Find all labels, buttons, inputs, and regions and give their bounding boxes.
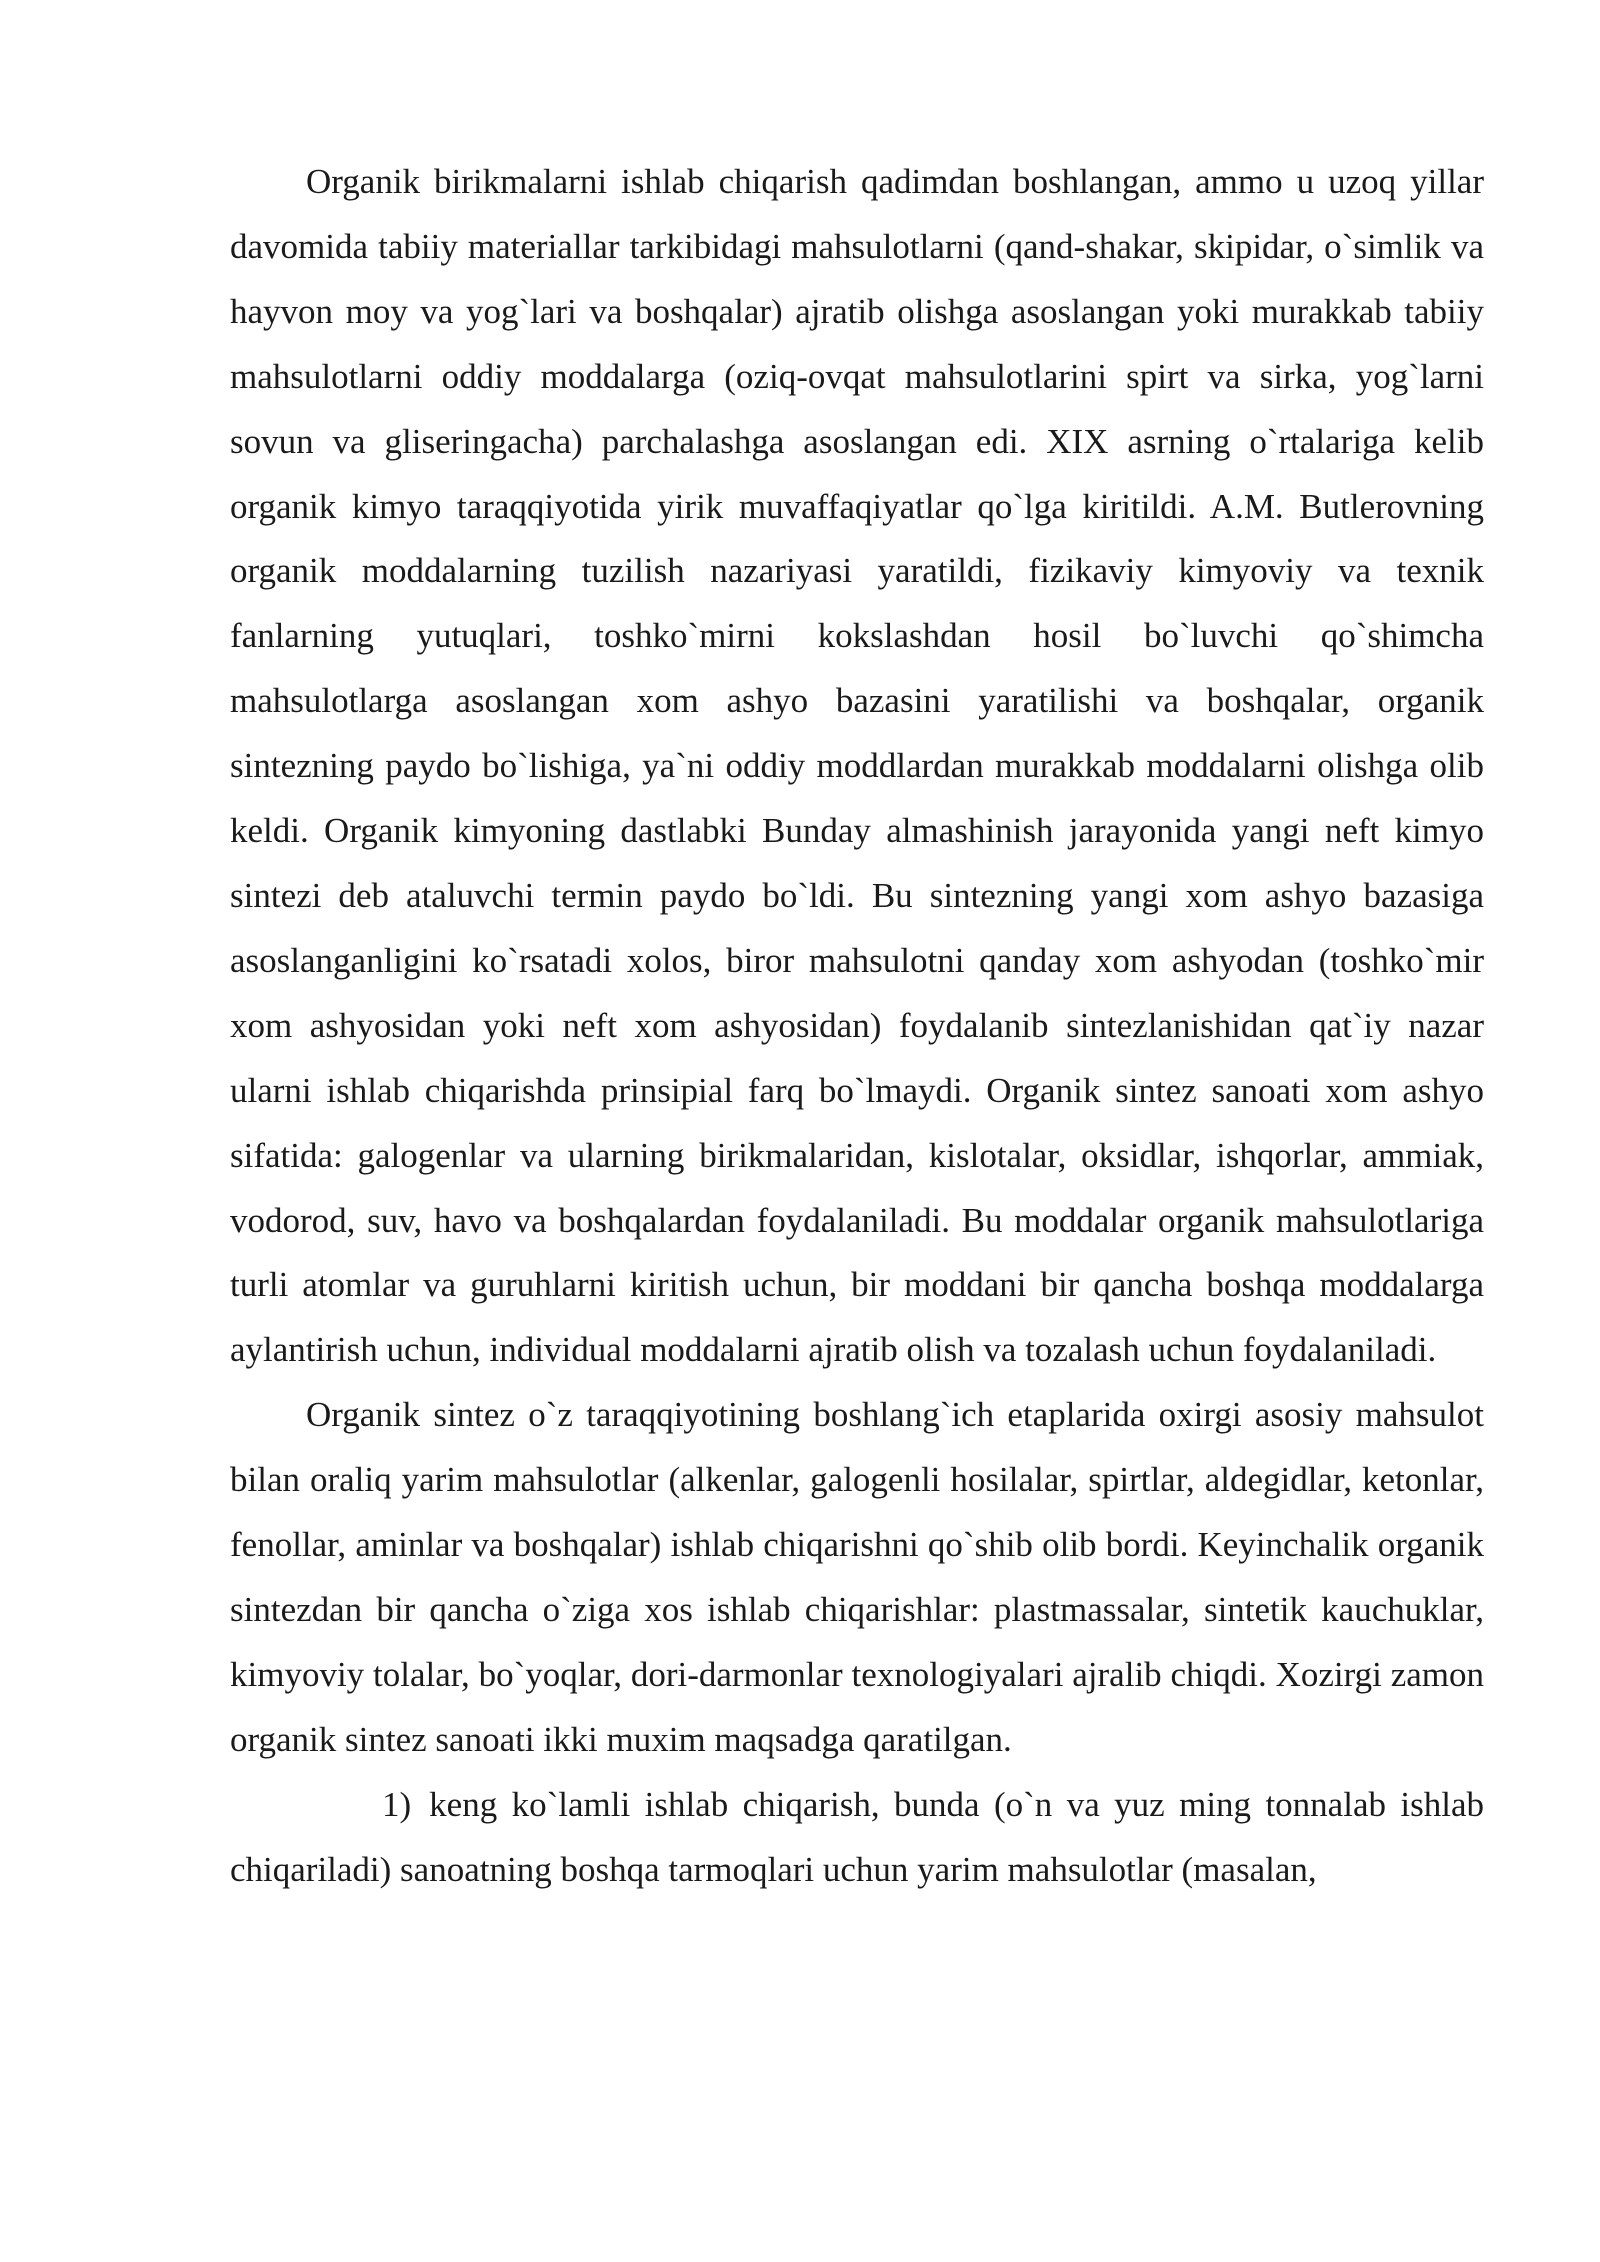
list-item-text: keng ko`lamli ishlab chiqarish, bunda (o`n va yuz ming tonnalab ishlab chiqariladi) sanoatning boshqa tarmoqlari uchun yarim mahsulotlar (masalan, (230, 1784, 1484, 1889)
paragraph: Organik birikmalarni ishlab chiqarish qadimdan boshlangan, ammo u uzoq yillar davomida tabiiy materiallar tarkibidagi mahsulotlarni (qand-shakar, skipidar, o`simlik va hayvon moy va yog`lari va boshqalar) ajratib olishga asoslangan yoki murakkab tabiiy mahsulotlarni oddiy moddalarga (oziq-ovqat mahsulotlarini spirt va sirka, yog`larni sovun va gliseringacha) parchalashga asoslangan edi. XIX asrning o`rtalariga kelib organik kimyo taraqqiyotida yirik muvaffaqiyatlar qo`lga kiritildi. A.M. Butlerovning organik moddalarning tuzilish nazariyasi yaratildi, fizikaviy kimyoviy va texnik fanlarning yutuqlari, toshko`mirni kokslashdan hosil bo`luvchi qo`shimcha mahsulotlarga asoslangan xom ashyo bazasini yaratilishi va boshqalar, organik sintezning paydo bo`lishiga, ya`ni oddiy moddlardan murakkab moddalarni olishga olib keldi. Organik kimyoning dastlabki Bunday almashinish jarayonida yangi neft kimyo sintezi deb ataluvchi termin paydo bo`ldi. Bu sintezning yangi xom ashyo bazasiga asoslanganligini ko`rsatadi xolos, biror mahsulotni qanday xom ashyodan (toshko`mir xom ashyosidan yoki neft xom ashyosidan) foydalanib sintezlanishidan qat`iy nazar ularni ishlab chiqarishda prinsipial farq bo`lmaydi. Organik sintez sanoati xom ashyo sifatida: galogenlar va ularning birikmalaridan, kislotalar, oksidlar, ishqorlar, ammiak, vodorod, suv, havo va boshqalardan foydalaniladi. Bu moddalar organik mahsulotlariga turli atomlar va guruhlarni kiritish uchun, bir moddani bir qancha boshqa moddalarga aylantirish uchun, individual moddalarni ajratib olish va tozalash uchun foydalaniladi. (230, 162, 1484, 1370)
paragraph: Organik sintez o`z taraqqiyotining boshlang`ich etaplarida oxirgi asosiy mahsulot bilan oraliq yarim mahsulotlar (alkenlar, galogenli hosilalar, spirtlar, aldegidlar, ketonlar, fenollar, aminlar va boshqalar) ishlab chiqarishni qo`shib olib bordi. Keyinchalik organik sintezdan bir qancha o`ziga xos ishlab chiqarishlar: plastmassalar, sintetik kauchuklar, kimyoviy tolalar, bo`yoqlar, dori-darmonlar texnologiyalari ajralib chiqdi. Xozirgi zamon organik sintez sanoati ikki muxim maqsadga qaratilgan. (230, 1395, 1484, 1759)
document-body (230, 150, 1484, 1902)
list-item (230, 1773, 1484, 1903)
list-item-number: 1) (382, 1784, 412, 1824)
